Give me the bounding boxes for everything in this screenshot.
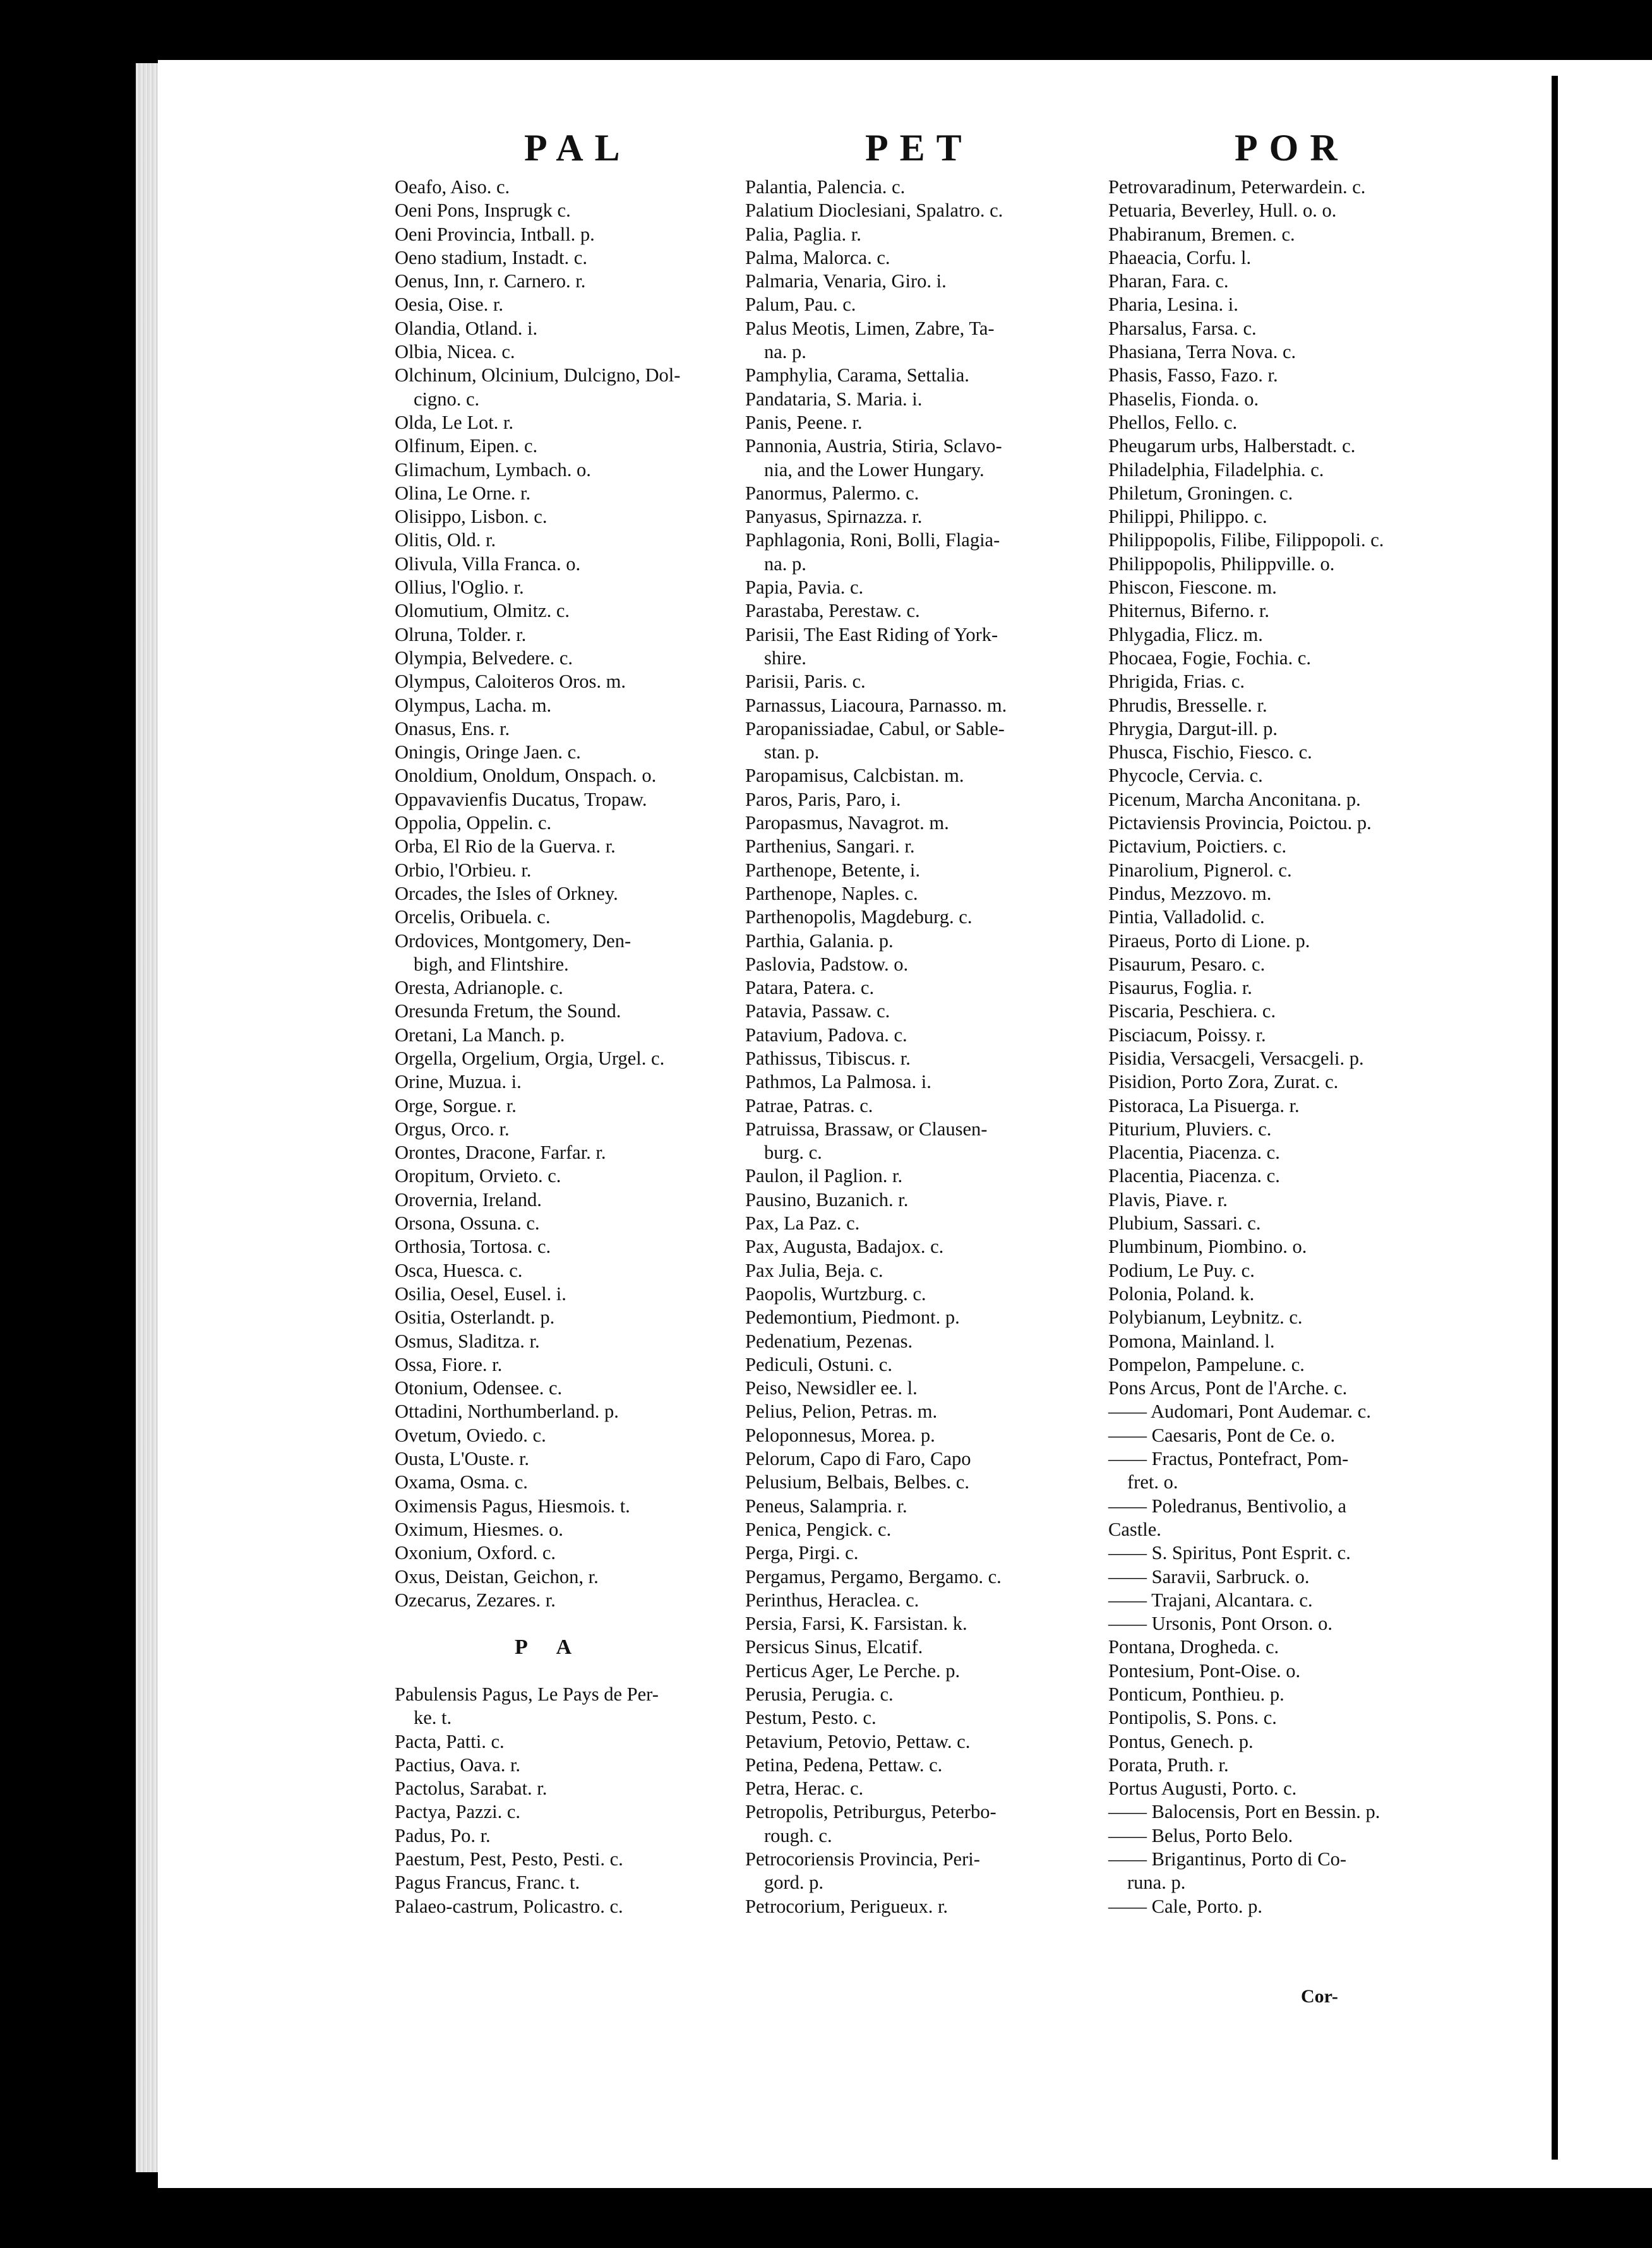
- entry-line: Pacta, Patti. c.: [395, 1730, 505, 1752]
- entry-line: Pedemontium, Piedmont. p.: [745, 1306, 960, 1329]
- entry-line: Petavium, Petovio, Pettaw. c.: [745, 1730, 971, 1752]
- entry-line: Olympus, Caloiteros Oros. m.: [395, 671, 626, 693]
- entry-line: Plavis, Piave. r.: [1108, 1188, 1228, 1211]
- entry-line: Petra, Herac. c.: [745, 1778, 864, 1800]
- entry-line: Olandia, Otland. i.: [395, 317, 538, 339]
- entry-line: Oeafo, Aiso. c.: [395, 176, 510, 198]
- entry-line: Pons Arcus, Pont de l'Arche. c.: [1108, 1377, 1348, 1399]
- entry-line: Paestum, Pest, Pesto, Pesti. c.: [395, 1848, 623, 1870]
- entry-line: Paulon, il Paglion. r.: [745, 1165, 903, 1187]
- entry-line: Onoldium, Onoldum, Onspach. o.: [395, 765, 657, 787]
- entry-line: Pax, La Paz. c.: [745, 1212, 860, 1235]
- entry-line: Penica, Pengick. c.: [745, 1518, 892, 1540]
- entry-line: Philippopolis, Filibe, Filippopoli. c.: [1108, 529, 1384, 551]
- entry-line: Petuaria, Beverley, Hull. o. o.: [1108, 200, 1337, 222]
- entry-line: Oresta, Adrianople. c.: [395, 977, 563, 999]
- column-pet: [745, 176, 1080, 1918]
- entry-line: gord. p.: [764, 1872, 824, 1894]
- entry-line: Patavia, Passaw. c.: [745, 1000, 890, 1022]
- entry-line: Orbio, l'Orbieu. r.: [395, 859, 532, 881]
- entry-line: Olda, Le Lot. r.: [395, 411, 514, 433]
- entry-line: Philadelphia, Filadelphia. c.: [1108, 458, 1324, 481]
- entry-line: Parthenius, Sangari. r.: [745, 835, 915, 858]
- entry-line: shire.: [764, 647, 806, 669]
- entry-line: Olchinum, Olcinium, Dulcigno, Dol-: [395, 364, 681, 386]
- entry-line: Pedenatium, Pezenas.: [745, 1330, 913, 1352]
- entry-line: Oesia, Oise. r.: [395, 294, 503, 316]
- entry-line: Pisaurus, Foglia. r.: [1108, 977, 1252, 999]
- entry-line: Pelorum, Capo di Faro, Capo: [745, 1448, 971, 1470]
- entry-line: Phrudis, Bresselle. r.: [1108, 694, 1267, 716]
- entry-line: Paropamisus, Calcbistan. m.: [745, 765, 964, 787]
- entry-line: Panyasus, Spirnazza. r.: [745, 506, 923, 528]
- entry-line: Patavium, Padova. c.: [745, 1024, 907, 1046]
- column-por: [1108, 176, 1462, 1918]
- entry-line: Parnassus, Liacoura, Parnasso. m.: [745, 694, 1007, 716]
- entry-line: Ovetum, Oviedo. c.: [395, 1424, 546, 1446]
- entry-line: Paropasmus, Navagrot. m.: [745, 812, 949, 834]
- entry-line: runa. p.: [1127, 1872, 1186, 1894]
- entry-line: Pactius, Oava. r.: [395, 1754, 521, 1776]
- entry-line: Pharia, Lesina. i.: [1108, 294, 1238, 316]
- entry-line: Petrocoriensis Provincia, Peri-: [745, 1848, 980, 1870]
- entry-line: Orsona, Ossuna. c.: [395, 1212, 540, 1235]
- entry-line: Olisippo, Lisbon. c.: [395, 506, 548, 528]
- entry-line: Phocaea, Fogie, Fochia. c.: [1108, 647, 1312, 669]
- entry-line: Ozecarus, Zezares. r.: [395, 1589, 556, 1611]
- entry-line: Orgella, Orgelium, Orgia, Urgel. c.: [395, 1047, 665, 1069]
- entry-line: Osmus, Sladitza. r.: [395, 1330, 540, 1352]
- entry-line: [395, 1612, 704, 1635]
- entry-line: Oenus, Inn, r. Carnero. r.: [395, 270, 586, 292]
- entry-line: Phrigida, Frias. c.: [1108, 671, 1245, 693]
- entry-line: Paslovia, Padstow. o.: [745, 953, 909, 975]
- entry-line: Pannonia, Austria, Stiria, Sclavo-: [745, 435, 1002, 457]
- entry-line: Ositia, Osterlandt. p.: [395, 1306, 555, 1329]
- entry-line: Phiternus, Biferno. r.: [1108, 600, 1269, 622]
- entry-line: Phycocle, Cervia. c.: [1108, 765, 1263, 787]
- entry-line: Pontana, Drogheda. c.: [1108, 1636, 1279, 1658]
- entry-line: Podium, Le Puy. c.: [1108, 1259, 1255, 1281]
- entry-line: Ordovices, Montgomery, Den-: [395, 930, 631, 952]
- entry-line: —— Trajani, Alcantara. c.: [1108, 1589, 1313, 1611]
- running-head-center: PET: [865, 127, 973, 169]
- entry-line: —— Belus, Porto Belo.: [1108, 1824, 1293, 1846]
- entry-line: Phabiranum, Bremen. c.: [1108, 223, 1295, 245]
- entry-line: Pagus Francus, Franc. t.: [395, 1872, 580, 1894]
- entry-line: Oretani, La Manch. p.: [395, 1024, 565, 1046]
- entry-line: Pharsalus, Farsa. c.: [1108, 317, 1257, 339]
- entry-line: Pictavium, Poictiers. c.: [1108, 835, 1287, 858]
- entry-line: Oxonium, Oxford. c.: [395, 1542, 556, 1564]
- entry-line: Olivula, Villa Franca. o.: [395, 553, 581, 575]
- entry-line: Parthia, Galania. p.: [745, 930, 894, 952]
- entry-line: —— Fractus, Pontefract, Pom-: [1108, 1448, 1349, 1470]
- entry-line: Pathmos, La Palmosa. i.: [745, 1071, 931, 1093]
- gutter-line: [1552, 76, 1558, 2160]
- entry-line: Placentia, Piacenza. c.: [1108, 1165, 1280, 1187]
- entry-line: Palus Meotis, Limen, Zabre, Ta-: [745, 317, 995, 339]
- entry-line: Pelusium, Belbais, Belbes. c.: [745, 1471, 969, 1493]
- entry-line: Piturium, Pluviers. c.: [1108, 1118, 1272, 1140]
- entry-line: Petina, Pedena, Pettaw. c.: [745, 1754, 943, 1776]
- entry-line: Petropolis, Petriburgus, Peterbo-: [745, 1801, 997, 1823]
- entry-line: Parisii, Paris. c.: [745, 671, 866, 693]
- entry-line: Pisidion, Porto Zora, Zurat. c.: [1108, 1071, 1339, 1093]
- entry-line: Orgus, Orco. r.: [395, 1118, 510, 1140]
- entry-line: Oeni Pons, Insprugk c.: [395, 200, 571, 222]
- entry-line: Phaselis, Fionda. o.: [1108, 388, 1259, 410]
- entry-line: Palaeo-castrum, Policastro. c.: [395, 1895, 623, 1917]
- entry-line: Pax Julia, Beja. c.: [745, 1259, 883, 1281]
- entry-line: Phusca, Fischio, Fiesco. c.: [1108, 741, 1312, 763]
- entry-line: —— Brigantinus, Porto di Co-: [1108, 1848, 1347, 1870]
- entry-line: Palma, Malorca. c.: [745, 246, 890, 268]
- entry-line: Pindus, Mezzovo. m.: [1108, 882, 1272, 904]
- entry-line: Piscaria, Peschiera. c.: [1108, 1000, 1276, 1022]
- entry-line: fret. o.: [1127, 1471, 1178, 1493]
- entry-line: Piraeus, Porto di Lione. p.: [1108, 930, 1310, 952]
- entry-line: Glimachum, Lymbach. o.: [395, 458, 591, 481]
- entry-line: Ousta, L'Ouste. r.: [395, 1448, 530, 1470]
- entry-line: [395, 1659, 704, 1683]
- entry-line: Palum, Pau. c.: [745, 294, 856, 316]
- entry-line: Padus, Po. r.: [395, 1824, 491, 1846]
- entry-line: Pictaviensis Provincia, Poictou. p.: [1108, 812, 1372, 834]
- entry-line: Palantia, Palencia. c.: [745, 176, 906, 198]
- entry-line: Oeno stadium, Instadt. c.: [395, 246, 587, 268]
- entry-line: Phrygia, Dargut-ill. p.: [1108, 717, 1278, 739]
- entry-line: Pediculi, Ostuni. c.: [745, 1353, 892, 1375]
- entry-line: Pausino, Buzanich. r.: [745, 1188, 909, 1211]
- entry-line: Pharan, Fara. c.: [1108, 270, 1229, 292]
- entry-line: Pactya, Pazzi. c.: [395, 1801, 521, 1823]
- entry-line: —— Saravii, Sarbruck. o.: [1108, 1565, 1310, 1587]
- entry-line: Portus Augusti, Porto. c.: [1108, 1778, 1297, 1800]
- entry-line: Paros, Paris, Paro, i.: [745, 788, 901, 810]
- entry-line: Orovernia, Ireland.: [395, 1188, 542, 1211]
- entry-line: Otonium, Odensee. c.: [395, 1377, 563, 1399]
- entry-line: Porata, Pruth. r.: [1108, 1754, 1229, 1776]
- entry-line: Orba, El Rio de la Guerva. r.: [395, 835, 616, 858]
- entry-line: Palia, Paglia. r.: [745, 223, 861, 245]
- entry-line: —— Cale, Porto. p.: [1108, 1895, 1262, 1917]
- entry-line: Oppolia, Oppelin. c.: [395, 812, 552, 834]
- entry-line: Pisidia, Versacgeli, Versacgeli. p.: [1108, 1047, 1364, 1069]
- entry-line: Pompelon, Pampelune. c.: [1108, 1353, 1305, 1375]
- entry-line: Pactolus, Sarabat. r.: [395, 1778, 548, 1800]
- entry-line: —— Poledranus, Bentivolio, a: [1108, 1495, 1346, 1517]
- entry-line: Oningis, Oringe Jaen. c.: [395, 741, 581, 763]
- entry-line: Phaeacia, Corfu. l.: [1108, 246, 1252, 268]
- entry-line: Pax, Augusta, Badajox. c.: [745, 1236, 944, 1258]
- entry-line: Olbia, Nicea. c.: [395, 341, 515, 363]
- entry-line: —— Balocensis, Port en Bessin. p.: [1108, 1801, 1380, 1823]
- entry-line: Picenum, Marcha Anconitana. p.: [1108, 788, 1361, 810]
- entry-line: Pergamus, Pergamo, Bergamo. c.: [745, 1565, 1002, 1587]
- entry-line: Patruissa, Brassaw, or Clausen-: [745, 1118, 988, 1140]
- entry-line: Persicus Sinus, Elcatif.: [745, 1636, 923, 1658]
- entry-line: Panormus, Palermo. c.: [745, 482, 919, 504]
- entry-line: —— Ursonis, Pont Orson. o.: [1108, 1613, 1333, 1635]
- entry-line: Olympia, Belvedere. c.: [395, 647, 573, 669]
- entry-line: na. p.: [764, 553, 806, 575]
- entry-line: Onasus, Ens. r.: [395, 717, 510, 739]
- entry-line: Paropanissiadae, Cabul, or Sable-: [745, 717, 1005, 739]
- entry-line: Pheugarum urbs, Halberstadt. c.: [1108, 435, 1356, 457]
- entry-line: Pontesium, Pont-Oise. o.: [1108, 1659, 1301, 1682]
- entry-line: Osca, Huesca. c.: [395, 1259, 523, 1281]
- entry-line: Pestum, Pesto. c.: [745, 1707, 877, 1729]
- entry-line: Phasis, Fasso, Fazo. r.: [1108, 364, 1278, 386]
- entry-line: Olympus, Lacha. m.: [395, 694, 552, 716]
- running-head-right: POR: [1235, 127, 1349, 169]
- entry-line: Perinthus, Heraclea. c.: [745, 1589, 919, 1611]
- entry-line: Parthenope, Betente, i.: [745, 859, 920, 881]
- entry-line: Polonia, Poland. k.: [1108, 1282, 1255, 1305]
- entry-line: Pinarolium, Pignerol. c.: [1108, 859, 1292, 881]
- entry-line: Oxama, Osma. c.: [395, 1471, 528, 1493]
- entry-line: Oppavavienfis Ducatus, Tropaw.: [395, 788, 647, 810]
- entry-line: Phasiana, Terra Nova. c.: [1108, 341, 1296, 363]
- entry-line: na. p.: [764, 341, 806, 363]
- entry-line: Perticus Ager, Le Perche. p.: [745, 1659, 961, 1682]
- entry-line: Perusia, Perugia. c.: [745, 1683, 894, 1705]
- entry-line: —— Audomari, Pont Audemar. c.: [1108, 1401, 1371, 1423]
- entry-line: Osilia, Oesel, Eusel. i.: [395, 1282, 566, 1305]
- entry-line: Pontipolis, S. Pons. c.: [1108, 1707, 1277, 1729]
- entry-line: Orcelis, Oribuela. c.: [395, 906, 551, 928]
- entry-line: Paphlagonia, Roni, Bolli, Flagia-: [745, 529, 1000, 551]
- entry-line: Philippi, Philippo. c.: [1108, 506, 1267, 528]
- entry-line: Orcades, the Isles of Orkney.: [395, 882, 618, 904]
- entry-line: Ollius, l'Oglio. r.: [395, 577, 524, 599]
- entry-line: Oropitum, Orvieto. c.: [395, 1165, 561, 1187]
- entry-line: Peloponnesus, Morea. p.: [745, 1424, 935, 1446]
- entry-line: —— Caesaris, Pont de Ce. o.: [1108, 1424, 1336, 1446]
- entry-line: Pisciacum, Poissy. r.: [1108, 1024, 1266, 1046]
- entry-line: Persia, Farsi, K. Farsistan. k.: [745, 1613, 967, 1635]
- entry-line: Oeni Provincia, Intball. p.: [395, 223, 595, 245]
- entry-line: Pisaurum, Pesaro. c.: [1108, 953, 1266, 975]
- entry-line: Ottadini, Northumberland. p.: [395, 1401, 619, 1423]
- entry-line: Orine, Muzua. i.: [395, 1071, 522, 1093]
- entry-line: Philetum, Groningen. c.: [1108, 482, 1293, 504]
- entry-line: Parisii, The East Riding of York-: [745, 623, 998, 645]
- entry-line: Palatium Dioclesiani, Spalatro. c.: [745, 200, 1003, 222]
- entry-line: Olomutium, Olmitz. c.: [395, 600, 570, 622]
- entry-line: Ponticum, Ponthieu. p.: [1108, 1683, 1284, 1705]
- entry-line: Olitis, Old. r.: [395, 529, 496, 551]
- entry-line: Petrovaradinum, Peterwardein. c.: [1108, 176, 1366, 198]
- entry-line: burg. c.: [764, 1142, 822, 1164]
- entry-line: Pontus, Genech. p.: [1108, 1730, 1254, 1752]
- entry-line: Oximum, Hiesmes. o.: [395, 1518, 563, 1540]
- entry-line: Peneus, Salampria. r.: [745, 1495, 907, 1517]
- catchword: Cor-: [1301, 1986, 1338, 2007]
- entry-line: Plubium, Sassari. c.: [1108, 1212, 1261, 1235]
- entry-line: Oresunda Fretum, the Sound.: [395, 1000, 621, 1022]
- entry-line: Paopolis, Wurtzburg. c.: [745, 1282, 926, 1305]
- entry-line: Ossa, Fiore. r.: [395, 1353, 503, 1375]
- entry-line: Plumbinum, Piombino. o.: [1108, 1236, 1307, 1258]
- entry-line: Olfinum, Eipen. c.: [395, 435, 538, 457]
- entry-line: Petrocorium, Perigueux. r.: [745, 1895, 949, 1917]
- entry-line: Pelius, Pelion, Petras. m.: [745, 1401, 938, 1423]
- entry-line: Perga, Pirgi. c.: [745, 1542, 859, 1564]
- entry-line: Pandataria, S. Maria. i.: [745, 388, 923, 410]
- entry-line: Patara, Patera. c.: [745, 977, 875, 999]
- entry-line: Patrae, Patras. c.: [745, 1094, 873, 1116]
- entry-line: Oximensis Pagus, Hiesmois. t.: [395, 1495, 630, 1517]
- entry-line: Olruna, Tolder. r.: [395, 623, 527, 645]
- entry-line: Placentia, Piacenza. c.: [1108, 1142, 1280, 1164]
- entry-line: Oxus, Deistan, Geichon, r.: [395, 1565, 599, 1587]
- entry-line: ke. t.: [414, 1707, 452, 1729]
- entry-line: Philippopolis, Philippville. o.: [1108, 553, 1335, 575]
- entry-line: Olina, Le Orne. r.: [395, 482, 531, 504]
- entry-line: Castle.: [1108, 1518, 1161, 1540]
- entry-line: Pomona, Mainland. l.: [1108, 1330, 1275, 1352]
- column-pal: [395, 176, 704, 1918]
- entry-line: Papia, Pavia. c.: [745, 577, 864, 599]
- facing-page-margin: [1558, 60, 1652, 2188]
- entry-line: Phlygadia, Flicz. m.: [1108, 623, 1263, 645]
- entry-line: Pabulensis Pagus, Le Pays de Per-: [395, 1683, 659, 1705]
- entry-line: Peiso, Newsidler ee. l.: [745, 1377, 918, 1399]
- entry-line: P A: [514, 1635, 585, 1659]
- entry-line: Phellos, Fello. c.: [1108, 411, 1238, 433]
- entry-line: stan. p.: [764, 741, 820, 763]
- entry-line: nia, and the Lower Hungary.: [764, 458, 985, 481]
- entry-line: Palmaria, Venaria, Giro. i.: [745, 270, 947, 292]
- entry-line: Parastaba, Perestaw. c.: [745, 600, 920, 622]
- entry-line: Pathissus, Tibiscus. r.: [745, 1047, 911, 1069]
- entry-line: rough. c.: [764, 1824, 832, 1846]
- entry-line: cigno. c.: [414, 388, 480, 410]
- entry-line: Phiscon, Fiescone. m.: [1108, 577, 1277, 599]
- entry-line: Pintia, Valladolid. c.: [1108, 906, 1265, 928]
- entry-line: Panis, Peene. r.: [745, 411, 863, 433]
- entry-line: Pamphylia, Carama, Settalia.: [745, 364, 969, 386]
- entry-line: Orontes, Dracone, Farfar. r.: [395, 1142, 606, 1164]
- entry-line: bigh, and Flintshire.: [414, 953, 569, 975]
- entry-line: Orthosia, Tortosa. c.: [395, 1236, 551, 1258]
- entry-line: Pistoraca, La Pisuerga. r.: [1108, 1094, 1300, 1116]
- entry-line: Parthenope, Naples. c.: [745, 882, 918, 904]
- running-head-left: PAL: [524, 127, 631, 169]
- entry-line: Parthenopolis, Magdeburg. c.: [745, 906, 973, 928]
- entry-line: —— S. Spiritus, Pont Esprit. c.: [1108, 1542, 1351, 1564]
- entry-line: Polybianum, Leybnitz. c.: [1108, 1306, 1303, 1329]
- entry-line: Orge, Sorgue. r.: [395, 1094, 517, 1116]
